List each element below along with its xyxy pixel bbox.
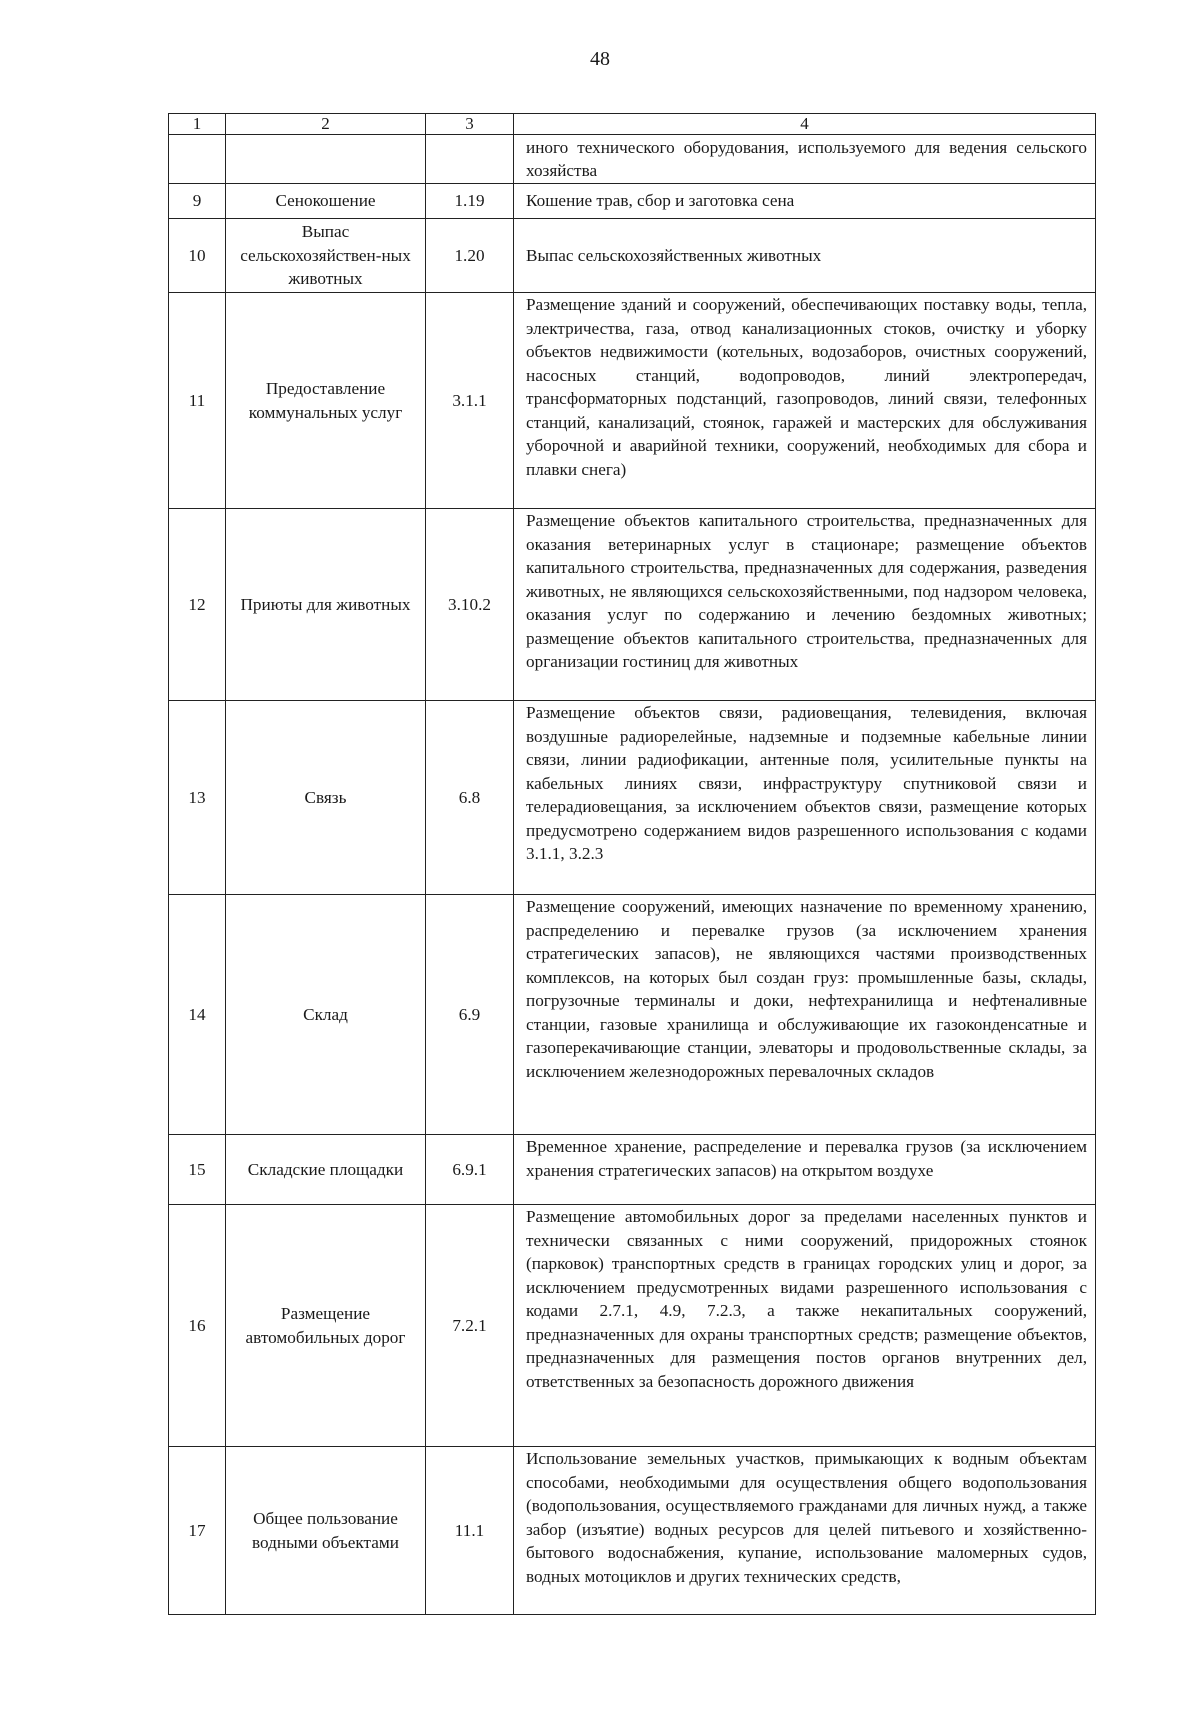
row-number: 13 bbox=[169, 701, 226, 895]
land-use-description: Размещение объектов капитального строительства, предназначенных для оказания ветеринарных услуг в стационаре; размещение объектов капитального строительства, предназначенных для содержания, разведения животных, не являющихся сельскохозяйственными, под надзором человека, оказания услуг по содержанию и лечению бездомных животных; размещение объектов капитального строительства, предназначенных для организации гостиниц для животных bbox=[514, 509, 1096, 701]
table-header-row bbox=[169, 114, 1096, 135]
land-use-name: Складские площадки bbox=[226, 1135, 426, 1205]
land-use-code: 11.1 bbox=[426, 1447, 514, 1615]
header-cell: 4 bbox=[514, 114, 1096, 135]
header-cell: 1 bbox=[169, 114, 226, 135]
row-number bbox=[169, 135, 226, 184]
header-cell: 3 bbox=[426, 114, 514, 135]
row-number: 17 bbox=[169, 1447, 226, 1615]
land-use-code: 7.2.1 bbox=[426, 1205, 514, 1447]
land-use-description: Кошение трав, сбор и заготовка сена bbox=[514, 184, 1096, 219]
table-row bbox=[169, 293, 1096, 509]
land-use-name: Склад bbox=[226, 895, 426, 1135]
row-number: 14 bbox=[169, 895, 226, 1135]
land-use-name: Общее пользование водными объектами bbox=[226, 1447, 426, 1615]
land-use-code: 6.9 bbox=[426, 895, 514, 1135]
table-row bbox=[169, 184, 1096, 219]
land-use-code bbox=[426, 135, 514, 184]
row-number: 11 bbox=[169, 293, 226, 509]
land-use-code: 1.20 bbox=[426, 219, 514, 293]
land-use-code: 1.19 bbox=[426, 184, 514, 219]
land-use-description: Размещение сооружений, имеющих назначение по временному хранению, распределению и перевалке грузов (за исключением хранения стратегических запасов), не являющихся частями производственных комплексов, на которых был создан груз: промышленные базы, склады, погрузочные терминалы и доки, нефтехранилища и нефтеналивные станции, газовые хранилища и обслуживающие их газоконденсатные и газоперекачивающие станции, элеваторы и продовольственные склады, за исключением железнодорожных перевалочных складов bbox=[514, 895, 1096, 1135]
header-cell: 2 bbox=[226, 114, 426, 135]
land-use-description: Использование земельных участков, примыкающих к водным объектам способами, необходимыми для осуществления общего водопользования (водопользования, осуществляемого гражданами для личных нужд, а также забор (изъятие) водных ресурсов для целей питьевого и хозяйственно-бытового водоснабжения, купание, использование маломерных судов, водных мотоциклов и других технических средств, bbox=[514, 1447, 1096, 1615]
land-use-table bbox=[168, 113, 1096, 1615]
land-use-description: Временное хранение, распределение и перевалка грузов (за исключением хранения стратегических запасов) на открытом воздухе bbox=[514, 1135, 1096, 1205]
table-row bbox=[169, 701, 1096, 895]
table-row bbox=[169, 1447, 1096, 1615]
row-number: 15 bbox=[169, 1135, 226, 1205]
row-number: 10 bbox=[169, 219, 226, 293]
land-use-code: 3.1.1 bbox=[426, 293, 514, 509]
land-use-name bbox=[226, 135, 426, 184]
land-use-description: Размещение зданий и сооружений, обеспечивающих поставку воды, тепла, электричества, газа, отвод канализационных стоков, очистку и уборку объектов недвижимости (котельных, водозаборов, очистных сооружений, насосных станций, водопроводов, линий электропередач, трансформаторных подстанций, газопроводов, линий связи, телефонных станций, канализаций, стоянок, гаражей и мастерских для обслуживания уборочной и аварийной техники, сооружений, необходимых для сбора и плавки снега) bbox=[514, 293, 1096, 509]
table-row bbox=[169, 1205, 1096, 1447]
land-use-description: иного технического оборудования, используемого для ведения сельского хозяйства bbox=[514, 135, 1096, 184]
land-use-name: Приюты для животных bbox=[226, 509, 426, 701]
land-use-name: Сенокошение bbox=[226, 184, 426, 219]
row-number: 12 bbox=[169, 509, 226, 701]
row-number: 16 bbox=[169, 1205, 226, 1447]
land-use-description: Размещение объектов связи, радиовещания, телевидения, включая воздушные радиорелейные, надземные и подземные кабельные линии связи, линии радиофикации, антенные поля, усилительные пункты на кабельных линиях связи, инфраструктуру спутниковой связи и телерадиовещания, за исключением объектов связи, размещение которых предусмотрено содержанием видов разрешенного использования с кодами 3.1.1, 3.2.3 bbox=[514, 701, 1096, 895]
table-row bbox=[169, 895, 1096, 1135]
page-number: 48 bbox=[590, 48, 610, 70]
row-number: 9 bbox=[169, 184, 226, 219]
land-use-code: 3.10.2 bbox=[426, 509, 514, 701]
table-row bbox=[169, 1135, 1096, 1205]
land-use-description: Размещение автомобильных дорог за пределами населенных пунктов и технически связанных с ними сооружений, придорожных стоянок (парковок) транспортных средств в границах городских улиц и дорог, за исключением предусмотренных видами разрешенного использования с кодами 2.7.1, 4.9, 7.2.3, а также некапитальных сооружений, предназначенных для охраны транспортных средств; размещение объектов, предназначенных для размещения постов органов внутренних дел, ответственных за безопасность дорожного движения bbox=[514, 1205, 1096, 1447]
land-use-code: 6.8 bbox=[426, 701, 514, 895]
land-use-description: Выпас сельскохозяйственных животных bbox=[514, 219, 1096, 293]
table-row bbox=[169, 135, 1096, 184]
land-use-code: 6.9.1 bbox=[426, 1135, 514, 1205]
table-row bbox=[169, 219, 1096, 293]
table-row bbox=[169, 509, 1096, 701]
land-use-name: Размещение автомобильных дорог bbox=[226, 1205, 426, 1447]
land-use-name: Выпас сельскохозяйствен-ных животных bbox=[226, 219, 426, 293]
land-use-name: Связь bbox=[226, 701, 426, 895]
land-use-name: Предоставление коммунальных услуг bbox=[226, 293, 426, 509]
